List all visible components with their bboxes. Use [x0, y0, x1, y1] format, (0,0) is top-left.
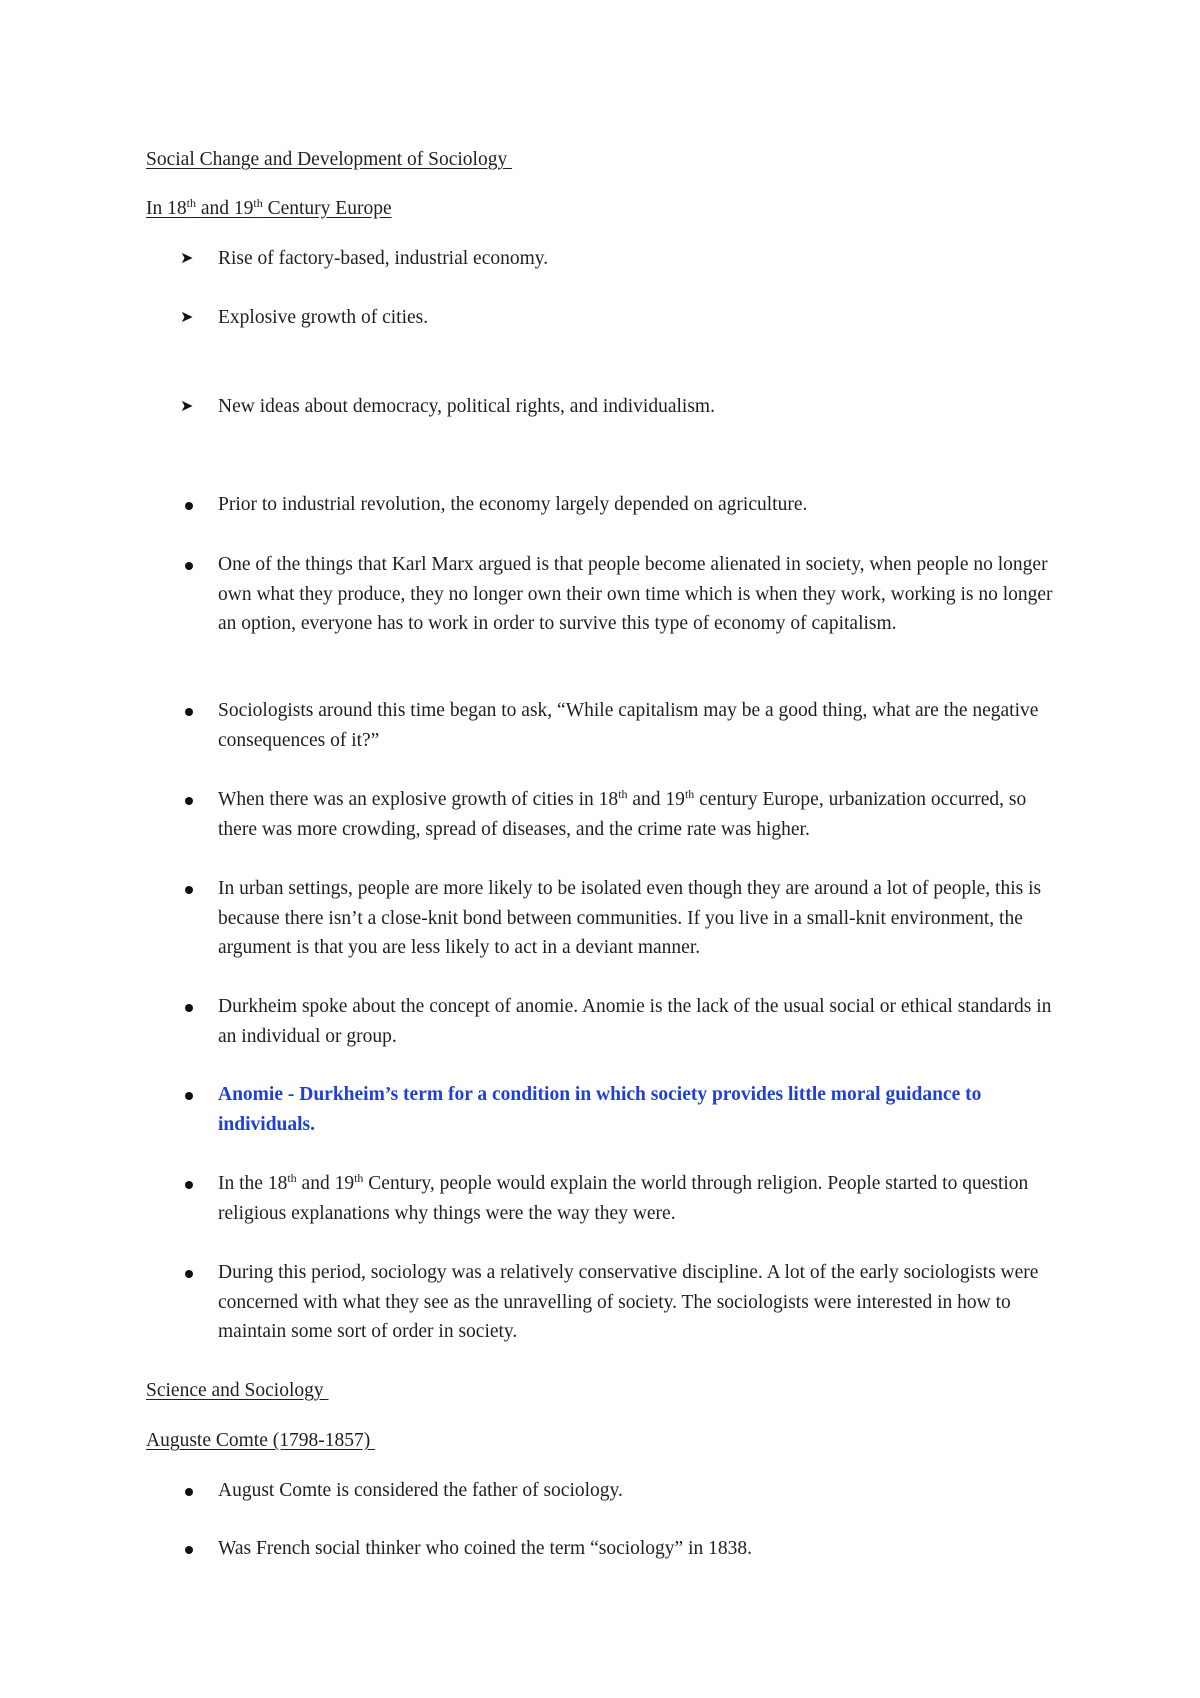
section-heading-science: Science and Sociology: [146, 1380, 329, 1401]
bullet-dot-icon: [185, 1181, 193, 1189]
list-item: [218, 1169, 1068, 1228]
section-heading-social-change: Social Change and Development of Sociology: [146, 149, 513, 170]
arrow-bullet-icon: ➤: [180, 250, 194, 267]
bullet-dot-icon: [185, 708, 193, 716]
bullet-dot-icon: [185, 1546, 193, 1554]
bullet-dot-icon: [185, 1004, 193, 1012]
heading-text: Century Europe: [262, 198, 392, 219]
bullet-dot-icon: [185, 502, 193, 510]
superscript: th: [186, 196, 196, 210]
arrow-bullet-icon: ➤: [180, 309, 194, 326]
subheading-auguste-comte: Auguste Comte (1798-1857): [146, 1430, 376, 1451]
item-text: and 19: [627, 789, 685, 810]
list-item: Sociologists around this time began to ask, “While capitalism may be a good thing, what are the negative consequences of it?”: [218, 700, 1039, 751]
subheading-18th-19th-century: [146, 194, 392, 224]
superscript: th: [618, 787, 628, 801]
arrow-bullet-icon: ➤: [180, 398, 194, 415]
bullet-dot-icon: [185, 1488, 193, 1496]
list-item: New ideas about democracy, political rights, and individualism.: [218, 396, 715, 417]
heading-text: and 19: [195, 198, 254, 219]
list-item: In urban settings, people are more likely to be isolated even though they are around a lot of people, this is because there isn’t a close-knit bond between communities. If you live in a small-knit environment, the argument is that you are less likely to act in a deviant manner.: [218, 878, 1042, 958]
item-text: Century, people would explain the world through religion. People started to question religious explanations why things were the way they were.: [218, 1173, 1029, 1224]
list-item: Was French social thinker who coined the term “sociology” in 1838.: [218, 1538, 753, 1559]
list-item: [218, 785, 1068, 844]
bullet-dot-icon: [185, 797, 193, 805]
item-text: and 19: [296, 1173, 355, 1194]
superscript: th: [253, 196, 263, 210]
superscript: th: [684, 787, 695, 801]
list-item: Prior to industrial revolution, the economy largely depended on agriculture.: [218, 494, 808, 515]
anomie-definition: Anomie - Durkheim’s term for a condition in which society provides little moral guidance to individuals.: [218, 1084, 982, 1135]
bullet-dot-icon: [185, 1270, 193, 1278]
bullet-dot-icon: [185, 562, 193, 570]
list-item: During this period, sociology was a relatively conservative discipline. A lot of the early sociologists were concerned with what they see as the unravelling of society. The sociologists were interested in how to maintain some sort of order in society.: [218, 1262, 1039, 1342]
bullet-dot-icon: [185, 886, 193, 894]
superscript: th: [354, 1171, 364, 1185]
item-text: When there was an explosive growth of cities in 18: [218, 789, 619, 810]
list-item: Rise of factory-based, industrial economy.: [218, 248, 549, 269]
superscript: th: [287, 1171, 297, 1185]
bullet-dot-icon: [185, 1092, 193, 1100]
item-text: In the 18: [218, 1173, 288, 1194]
list-item: Durkheim spoke about the concept of anomie. Anomie is the lack of the usual social or ethical standards in an individual or group.: [218, 996, 1052, 1047]
heading-text: In 18: [146, 198, 187, 219]
list-item: August Comte is considered the father of sociology.: [218, 1480, 623, 1501]
item-text: century Europe, urbanization occurred, so there was more crowding, spread of diseases, and the crime rate was higher.: [218, 789, 1027, 840]
list-item: Explosive growth of cities.: [218, 307, 429, 328]
list-item: One of the things that Karl Marx argued is that people become alienated in society, when people no longer own what they produce, they no longer own their own time which is when they work, working is no longer an option, everyone has to work in order to survive this type of economy of capitalism.: [218, 554, 1053, 634]
